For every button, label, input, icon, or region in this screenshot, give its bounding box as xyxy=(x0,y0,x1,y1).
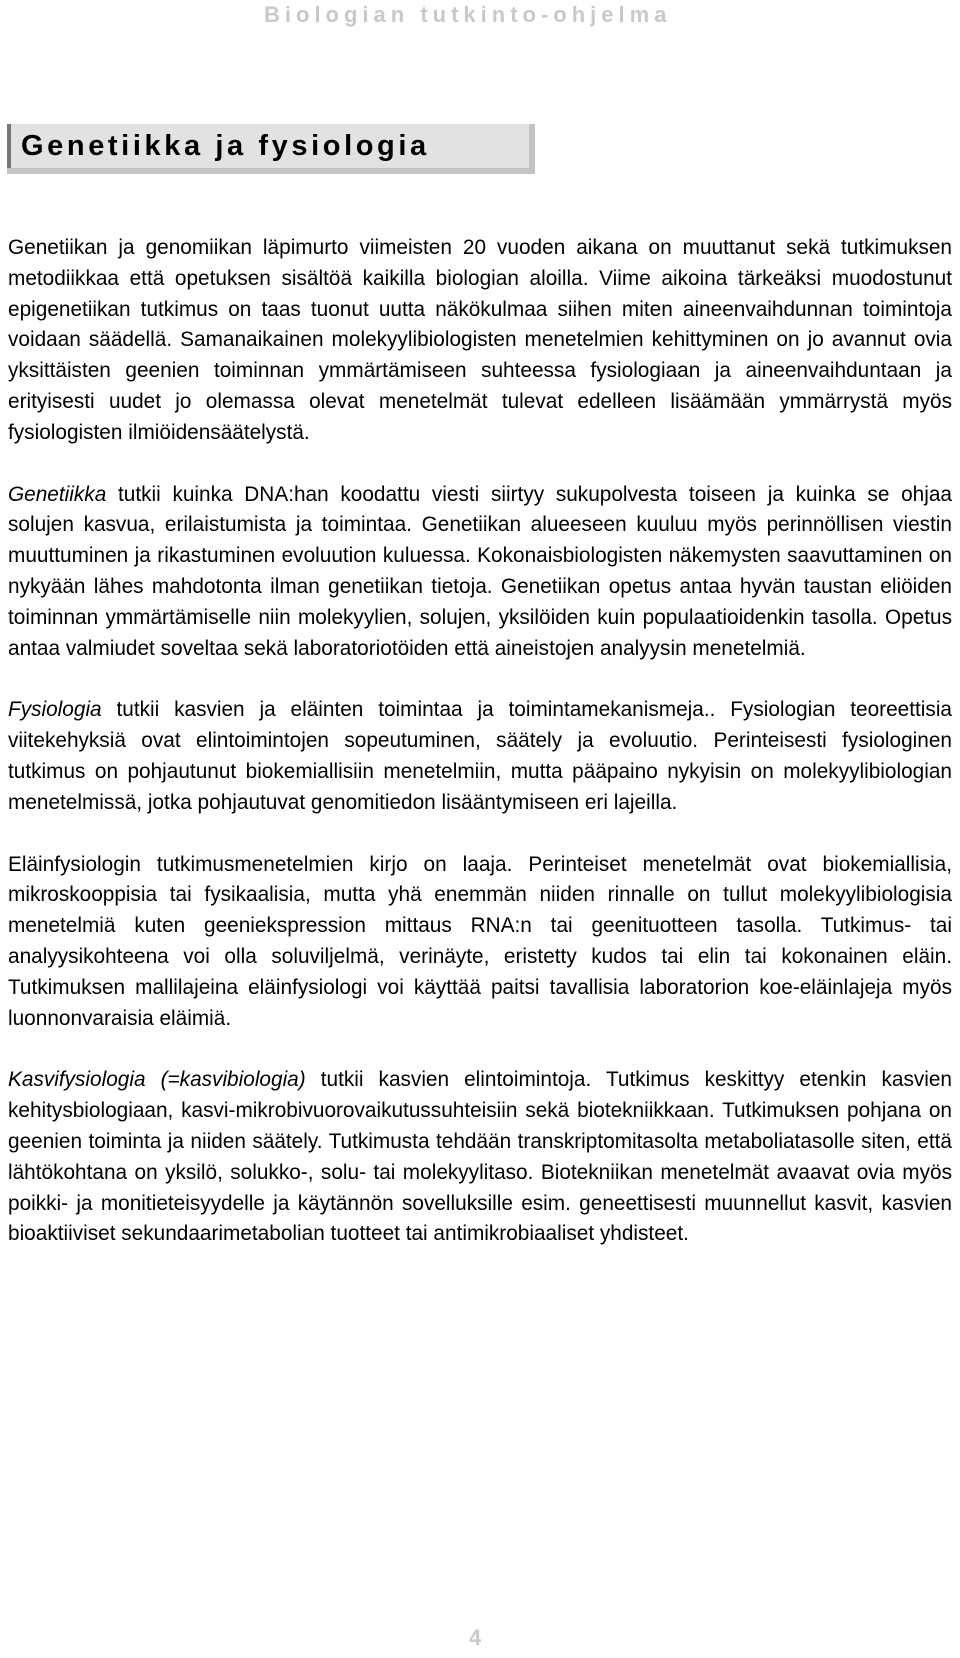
body-text xyxy=(8,233,952,1250)
paragraph-lead-term: Kasvifysiologia (=kasvibiologia) xyxy=(8,1068,306,1092)
paragraph-elainfysiologia xyxy=(8,850,952,1035)
paragraph-fysiologia xyxy=(8,695,952,818)
paragraph-text: tutkii kasvien ja eläinten toimintaa ja toimintamekanismeja.. Fysiologian teoreettisia viitekehyksiä ovat elintoimintojen sopeutuminen, säätely ja evoluutio. Perinteisesti fysiologinen tutkimus on pohjautunut biokemiallisiin menetelmiin, mutta pääpaino nykyisin on molekyylibiologian menetelmissä, jotka pohjautuvat genomitiedon lisääntymiseen eri lajeilla. xyxy=(8,698,952,814)
paragraph-text: Genetiikan ja genomiikan läpimurto viimeisten 20 vuoden aikana on muuttanut sekä tutkimuksen metodiikkaa että opetuksen sisältöä kaikilla biologian aloilla. Viime aikoina tärkeäksi muodostunut epigenetiikan tutkimus on taas tuonut uutta näkökulmaa siihen miten aineenvaihdunnan toimintoja voidaan säädellä. Samanaikainen molekyylibiologisten menetelmien kehittyminen on jo avannut ovia yksittäisten geenien toiminnan ymmärtämiseen suhteessa fysiologiaan ja aineenvaihduntaan ja erityisesti uudet jo olemassa olevat menetelmät tulevat edelleen lisäämään ymmärrystä myös fysiologisten ilmiöidensäätelystä. xyxy=(8,236,952,444)
page-number: 4 xyxy=(469,1625,482,1650)
running-header: Biologian tutkinto-ohjelma xyxy=(264,2,672,27)
paragraph-text: tutkii kasvien elintoimintoja. Tutkimus keskittyy etenkin kasvien kehitysbiologiaan, kasvi-mikrobivuorovaikutussuhteisiin sekä biotekniikkaan. Tutkimuksen pohjana on geenien toiminta ja niiden säätely. Tutkimusta tehdään transkriptomitasolta metaboliatasolle siten, että lähtökohtana on yksilö, solukko-, solu- tai molekyylitaso. Biotekniikan menetelmät avaavat ovia myös poikki- ja monitieteisyydelle ja käytännön sovelluksille esim. geneettisesti muunnellut kasvit, kasvien bioaktiiviset sekundaarimetabolian tuotteet tai antimikrobiaaliset yhdisteet. xyxy=(8,1068,953,1246)
section-title: Genetiikka ja fysiologia xyxy=(21,130,430,162)
paragraph-intro xyxy=(8,233,952,449)
paragraph-text: tutkii kuinka DNA:han koodattu viesti siirtyy sukupolvesta toiseen ja kuinka se ohjaa solujen kasvua, erilaistumista ja toimintaa. Genetiikan alueeseen kuuluu myös perinnöllisen viestin muuttuminen ja rikastuminen evoluution kuluessa. Kokonaisbiologisten näkemysten saavuttaminen on nykyään lähes mahdotonta ilman genetiikan tietoja. Genetiikan opetus antaa hyvän taustan eliöiden toiminnan ymmärtämiselle niin molekyylien, solujen, yksilöiden kuin populaatioidenkin tasolla. Opetus antaa valmiudet soveltaa sekä laboratoriotöiden että aineistojen analyysin menetelmiä. xyxy=(8,482,952,660)
paragraph-kasvifysiologia xyxy=(8,1065,952,1250)
paragraph-genetiikka xyxy=(8,480,952,665)
paragraph-text: Eläinfysiologin tutkimusmenetelmien kirjo on laaja. Perinteiset menetelmät ovat biokemiallisia, mikroskooppisia tai fysikaalisia, mutta yhä enemmän niiden rinnalle on tullut molekyylibiologisia menetelmiä kuten geeniekspression mittaus RNA:n tai geenituotteen tasolla. Tutkimus- tai analyysikohteena voi olla soluviljelmä, verinäyte, eristetty kudos tai elin tai kokonainen eläin. Tutkimuksen mallilajeina eläinfysiologi voi käyttää paitsi tavallisia laboratorion koe-eläinlajeja myös luonnonvaraisia eläimiä. xyxy=(8,852,952,1030)
paragraph-lead-term: Fysiologia xyxy=(8,698,102,722)
section-heading xyxy=(7,124,535,174)
heading-box xyxy=(7,124,529,168)
paragraph-lead-term: Genetiikka xyxy=(8,482,107,506)
